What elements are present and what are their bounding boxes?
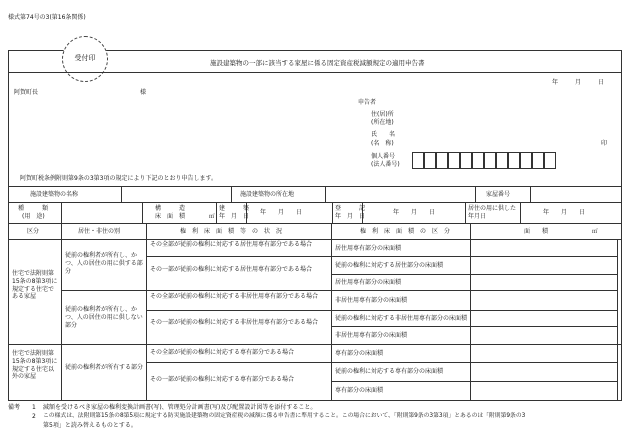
note-1-number: 1 [32, 404, 36, 411]
built-sub-label: 年 月 日 [219, 213, 250, 220]
applicant-address: 住(居)所 [371, 111, 394, 118]
registered-sub-label: 年 月 日 [335, 213, 366, 220]
section2-area-2: 専有部分の床面積 [335, 387, 384, 394]
section1-groupB-residence: 従前の権利者が所有し、かつ、人の居住の用に供しない部分 [65, 306, 143, 329]
number-digit-box[interactable] [508, 152, 520, 169]
number-digit-box[interactable] [484, 152, 496, 169]
groupB-status-1: その一部が従前の権利に対応する非居住用専有部分である場合 [150, 319, 319, 326]
area-input[interactable] [471, 275, 617, 290]
note-2-line1: この様式は、法附則第15条の8第5項に規定する防災施設建築物の固定資産税の減額に係る申告書に準用すること。この場合において、「附則第9条の3第3項」とあるのは「附則第9条の3 [43, 413, 526, 419]
applicant-name-alt: (名 称) [371, 140, 394, 147]
number-digit-box[interactable] [496, 152, 508, 169]
groupA-area-1: 従前の権利に対応する居住部分の床面積 [335, 262, 444, 269]
area-input[interactable] [471, 382, 617, 400]
applicant-name: 氏 名 [371, 131, 396, 138]
building-location-label: 施設建築物の所在地 [240, 191, 295, 198]
built-label: 建 築 [219, 205, 250, 212]
applicant-label: 申告者 [358, 99, 377, 106]
area-input[interactable] [471, 327, 617, 344]
groupA-status-1: その一部が従前の権利に対応する居住用専有部分である場合 [150, 266, 313, 273]
form-title: 施設建築物の一部に該当する家屋に係る固定資産税減額規定の適用申告書 [210, 59, 425, 67]
notes-label: 備考 [8, 404, 21, 411]
building-name-field[interactable] [122, 187, 230, 201]
number-digit-box[interactable] [424, 152, 436, 169]
house-number-field[interactable] [531, 187, 621, 201]
groupB-area-2: 非居住用専有部分の床面積 [335, 332, 408, 339]
offered-label: 居住の用に供した年月日 [468, 205, 517, 220]
header-area: 面 積 [524, 228, 549, 235]
groupB-status-0: その全部が従前の権利に対応する非居住用専有部分である場合 [150, 293, 319, 300]
number-digit-box[interactable] [520, 152, 532, 169]
date-month: 月 [575, 79, 582, 86]
area-input[interactable] [471, 311, 617, 326]
header-category: 区分 [27, 228, 40, 235]
statement: 阿賀町税条例附則第9条の3第3項の規定により下記のとおり申告します。 [20, 175, 217, 182]
kind-label: 種 類 [18, 205, 49, 212]
area-input[interactable] [471, 257, 617, 274]
header-rights-area: 権 利 床 面 積 の 区 分 [360, 228, 451, 235]
note-2-number: 2 [32, 413, 36, 420]
groupB-area-1: 従前の権利に対応する非居住用専有部分の床面積 [335, 315, 468, 322]
groupA-area-0: 居住用専有部分の床面積 [335, 245, 402, 252]
note-1: 減額を受けるべき家屋の権利変換計画書(写)、管理処分計画書(写)及び配置設計図等を添付すること。 [43, 404, 317, 411]
applicant-number: 個人番号 [371, 153, 396, 160]
section2-area-0: 専有部分の床面積 [335, 350, 384, 357]
registered-label: 登 記 [335, 205, 366, 212]
section1-groupA-residence: 従前の権利者が所有し、かつ、人の居住の用に供する部分 [65, 252, 143, 275]
section2-status-1: その一部が従前の権利に対応する専有部分である場合 [150, 376, 295, 383]
reception-stamp [62, 36, 108, 82]
kind-field[interactable] [62, 203, 141, 222]
section2-label: 住宅で法附則第15条の8第3項に規定する住宅以外の家屋 [12, 350, 58, 381]
house-number-label: 家屋番号 [486, 191, 511, 198]
building-name-label: 施設建築物の名称 [30, 191, 79, 198]
header-rights-status: 権 利 床 面 積 等 の 状 況 [180, 228, 283, 235]
section2-residence: 従前の権利者が所有する部分 [65, 364, 144, 371]
header-residence: 居住・非住の別 [78, 228, 121, 235]
section2-status-0: その全部が従前の権利に対応する専有部分である場合 [150, 349, 295, 356]
form-id: 様式第74号の3(第16条関係) [8, 14, 86, 21]
area-input[interactable] [471, 345, 617, 362]
applicant-address-alt: (所在地) [371, 119, 394, 126]
header-area-unit: ㎡ [592, 229, 598, 235]
date-day: 日 [598, 79, 605, 86]
offered-date-field[interactable]: 年 月 日 [543, 209, 586, 216]
number-digit-box[interactable] [412, 152, 424, 169]
floor-area-unit: ㎡ [209, 214, 215, 220]
groupA-area-2: 居住用専有部分の床面積 [335, 279, 402, 286]
built-date-field[interactable]: 年 月 日 [260, 209, 303, 216]
kind-sub-label: (用 途) [22, 213, 45, 220]
seal-mark: 印 [601, 140, 608, 147]
area-input[interactable] [471, 363, 617, 381]
groupB-area-0: 非居住用専有部分の床面積 [335, 297, 408, 304]
number-digit-box[interactable] [544, 152, 556, 169]
date-year: 年 [552, 79, 559, 86]
section1-label: 住宅で法附則第15条の8第3項に規定する住宅である家屋 [12, 270, 58, 301]
applicant-number-alt: (法人番号) [371, 161, 400, 168]
note-2-line2: 第5項」と読み替えるものとする。 [43, 422, 137, 429]
number-digit-box[interactable] [448, 152, 460, 169]
floor-area-label: 床 面 積 [155, 213, 186, 220]
addressee-town: 阿賀町長 [14, 89, 39, 96]
registered-date-field[interactable]: 年 月 日 [393, 209, 436, 216]
addressee-honorific: 様 [140, 89, 147, 96]
number-digit-box[interactable] [436, 152, 448, 169]
building-location-field[interactable] [326, 187, 474, 201]
area-input[interactable] [471, 291, 617, 310]
number-digit-box[interactable] [472, 152, 484, 169]
structure-label: 構 造 [155, 205, 186, 212]
section2-area-1: 従前の権利に対応する専有部分の床面積 [335, 368, 444, 375]
area-input[interactable] [471, 240, 617, 256]
number-digit-box[interactable] [460, 152, 472, 169]
number-digit-box[interactable] [532, 152, 544, 169]
stamp-label: 受付印 [74, 54, 96, 63]
groupA-status-0: その全部が従前の権利に対応する居住用専有部分である場合 [150, 241, 313, 248]
